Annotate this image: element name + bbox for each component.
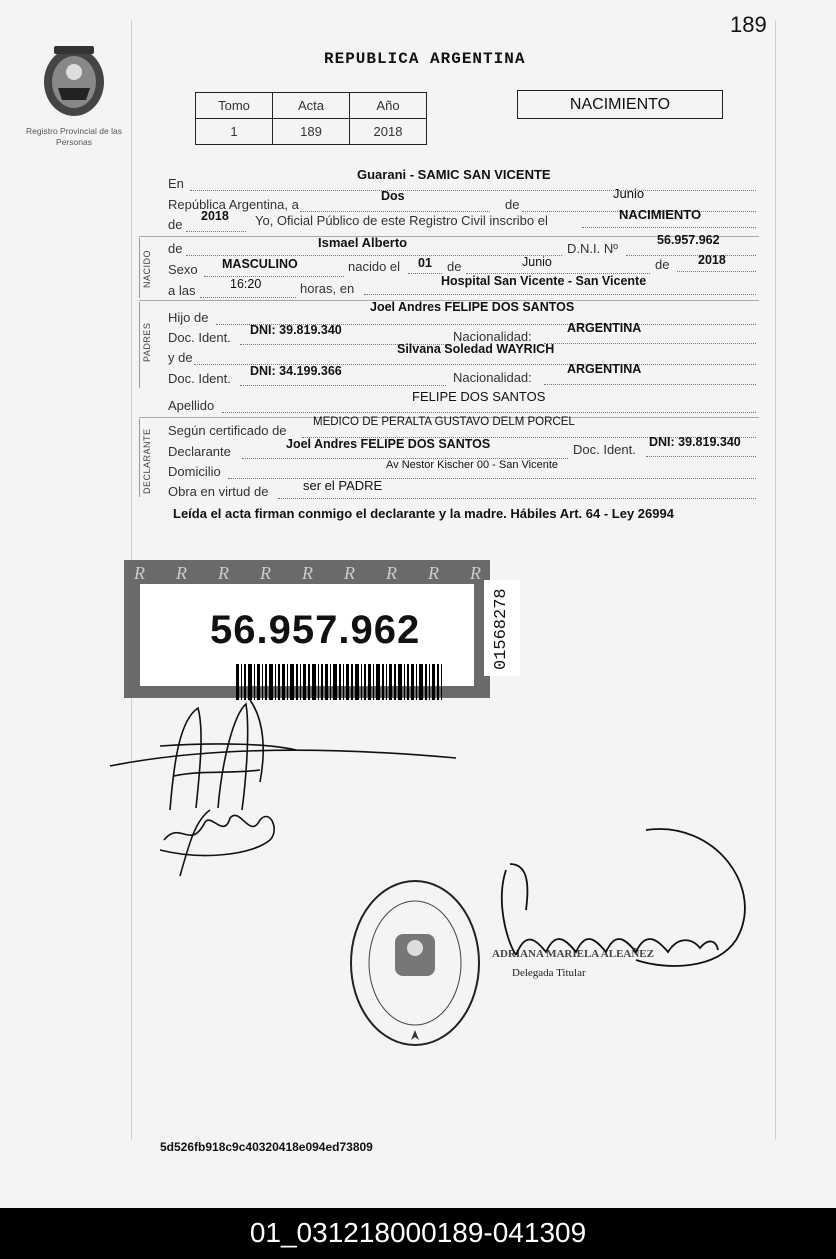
svg-text:R: R bbox=[428, 563, 439, 583]
dni-label: D.N.I. Nº bbox=[567, 241, 618, 256]
doc-ident-label: Doc. Ident. bbox=[168, 371, 231, 386]
mother-nationality: ARGENTINA bbox=[567, 362, 642, 376]
dotted-line bbox=[200, 296, 296, 298]
document-title: REPUBLICA ARGENTINA bbox=[324, 50, 526, 68]
birth-month: Junio bbox=[613, 186, 645, 201]
declarante-doc: DNI: 39.819.340 bbox=[649, 435, 741, 449]
de-label: de bbox=[655, 257, 670, 272]
svg-text:R: R bbox=[134, 563, 145, 583]
document-hash: 5d526fb918c9c40320418e094ed73809 bbox=[160, 1140, 373, 1154]
republica-label: República Argentina, a bbox=[168, 197, 299, 212]
dotted-line bbox=[204, 275, 344, 277]
father-nationality: ARGENTINA bbox=[567, 321, 642, 335]
dotted-line bbox=[186, 254, 562, 256]
doc-ident-label: Doc. Ident. bbox=[573, 442, 636, 457]
volume-value-acta: 189 bbox=[273, 119, 350, 145]
declarante-name: Joel Andres FELIPE DOS SANTOS bbox=[286, 437, 491, 451]
page-number: 189 bbox=[730, 12, 767, 37]
birth-day-text: Dos bbox=[381, 189, 405, 203]
dotted-line bbox=[408, 272, 442, 274]
birth-year-2: 2018 bbox=[698, 253, 726, 267]
child-dni: 56.957.962 bbox=[657, 233, 720, 247]
nacido-de-label: de bbox=[168, 241, 183, 256]
hijo-de-label: Hijo de bbox=[168, 310, 209, 325]
closing-statement: Leída el acta firman conmigo el declarante y la madre. Hábiles Art. 64 - Ley 26994 bbox=[173, 506, 674, 521]
svg-text:R: R bbox=[176, 563, 187, 583]
child-sex: MASCULINO bbox=[222, 257, 298, 271]
domicilio-label: Domicilio bbox=[168, 464, 221, 479]
de-label: de bbox=[447, 259, 462, 274]
registry-emblem-icon bbox=[36, 42, 112, 122]
birth-year: 2018 bbox=[201, 209, 229, 223]
dotted-line bbox=[222, 411, 756, 413]
dotted-line bbox=[300, 210, 490, 212]
declarante-section-label: DECLARANTE bbox=[142, 428, 152, 494]
right-margin-rule bbox=[775, 20, 776, 1140]
volume-value-tomo: 1 bbox=[196, 119, 273, 145]
a-las-label: a las bbox=[168, 283, 196, 298]
birth-hospital: Hospital San Vicente - San Vicente bbox=[441, 274, 647, 288]
sticker-serial: 01568278 bbox=[492, 588, 511, 670]
dotted-line bbox=[582, 226, 756, 228]
section-rule bbox=[139, 238, 140, 298]
y-de-label: y de bbox=[168, 350, 193, 365]
serial-tag bbox=[484, 580, 520, 676]
footer-bar bbox=[0, 1208, 836, 1259]
footer-code: 01_031218000189-041309 bbox=[249, 1217, 587, 1248]
svg-text:R: R bbox=[386, 563, 397, 583]
dotted-line bbox=[646, 455, 756, 457]
nacionalidad-label: Nacionalidad: bbox=[453, 370, 532, 385]
padres-section-label: PADRES bbox=[142, 322, 152, 362]
apellido-label: Apellido bbox=[168, 398, 215, 413]
signatures-icon bbox=[100, 690, 480, 900]
volume-value-ano: 2018 bbox=[350, 119, 427, 145]
certificado-label: Según certificado de bbox=[168, 423, 287, 438]
volume-table bbox=[195, 92, 427, 145]
mother-doc: DNI: 34.199.366 bbox=[250, 364, 342, 378]
sticker-dni-number: 56.957.962 bbox=[210, 608, 421, 652]
official-signature-icon bbox=[486, 820, 756, 990]
father-name: Joel Andres FELIPE DOS SANTOS bbox=[370, 300, 575, 314]
svg-text:R: R bbox=[470, 563, 481, 583]
sexo-label: Sexo bbox=[168, 262, 198, 277]
sticker-inner bbox=[140, 584, 474, 686]
certificado-value: MEDICO DE PERALTA GUSTAVO DELM PORCEL bbox=[313, 416, 575, 428]
dotted-line bbox=[544, 342, 756, 344]
dni-sticker bbox=[124, 560, 490, 698]
svg-text:R: R bbox=[260, 563, 271, 583]
horas-en-label: horas, en bbox=[300, 281, 355, 296]
de2-label: de bbox=[168, 217, 183, 232]
dotted-line bbox=[190, 189, 756, 191]
de-label: de bbox=[505, 197, 520, 212]
official-name: ADRIANA MARIELA ALEAÑEZ bbox=[492, 948, 654, 960]
birth-time: 16:20 bbox=[230, 277, 262, 291]
nacido-section-label: NACIDO bbox=[142, 249, 152, 288]
volume-header-ano: Año bbox=[350, 93, 427, 119]
nacionalidad-label: Nacionalidad: bbox=[453, 329, 532, 344]
dotted-line bbox=[240, 384, 446, 386]
mother-name: Silvana Soledad WAYRICH bbox=[397, 342, 555, 356]
official-title: Delegada Titular bbox=[512, 967, 586, 979]
registry-name: Registro Provincial de las Personas bbox=[26, 126, 122, 147]
svg-text:R: R bbox=[344, 563, 355, 583]
nacido-el-label: nacido el bbox=[348, 259, 401, 274]
birth-day: 01 bbox=[418, 256, 432, 270]
sticker-pattern-icon bbox=[124, 560, 490, 584]
registry-seal-icon bbox=[340, 870, 490, 1056]
dotted-line bbox=[544, 383, 756, 385]
section-rule bbox=[139, 419, 140, 497]
obra-value: ser el PADRE bbox=[303, 478, 383, 493]
dotted-line bbox=[364, 293, 756, 295]
dotted-line bbox=[677, 270, 756, 272]
child-name: Ismael Alberto bbox=[318, 235, 408, 250]
inscription-type: NACIMIENTO bbox=[619, 207, 702, 222]
en-label: En bbox=[168, 176, 184, 191]
official-text: Yo, Oficial Público de este Registro Civil inscribo el bbox=[255, 213, 548, 228]
dotted-line bbox=[278, 497, 756, 499]
birth-place: Guarani - SAMIC SAN VICENTE bbox=[357, 167, 551, 182]
dotted-line bbox=[186, 230, 246, 232]
apellido-value: FELIPE DOS SANTOS bbox=[412, 389, 546, 404]
declarante-label: Declarante bbox=[168, 444, 231, 459]
volume-header-tomo: Tomo bbox=[196, 93, 273, 119]
svg-text:R: R bbox=[302, 563, 313, 583]
doc-ident-label: Doc. Ident. bbox=[168, 330, 231, 345]
birth-month-2: Junio bbox=[522, 255, 552, 269]
obra-label: Obra en virtud de bbox=[168, 484, 269, 499]
section-rule bbox=[139, 302, 140, 388]
svg-text:R: R bbox=[218, 563, 229, 583]
volume-header-acta: Acta bbox=[273, 93, 350, 119]
domicilio-value: Av Nestor Kischer 00 - San Vicente bbox=[386, 459, 559, 471]
father-doc: DNI: 39.819.340 bbox=[250, 323, 342, 337]
dotted-line bbox=[626, 254, 756, 256]
act-type-box: NACIMIENTO bbox=[517, 90, 723, 119]
